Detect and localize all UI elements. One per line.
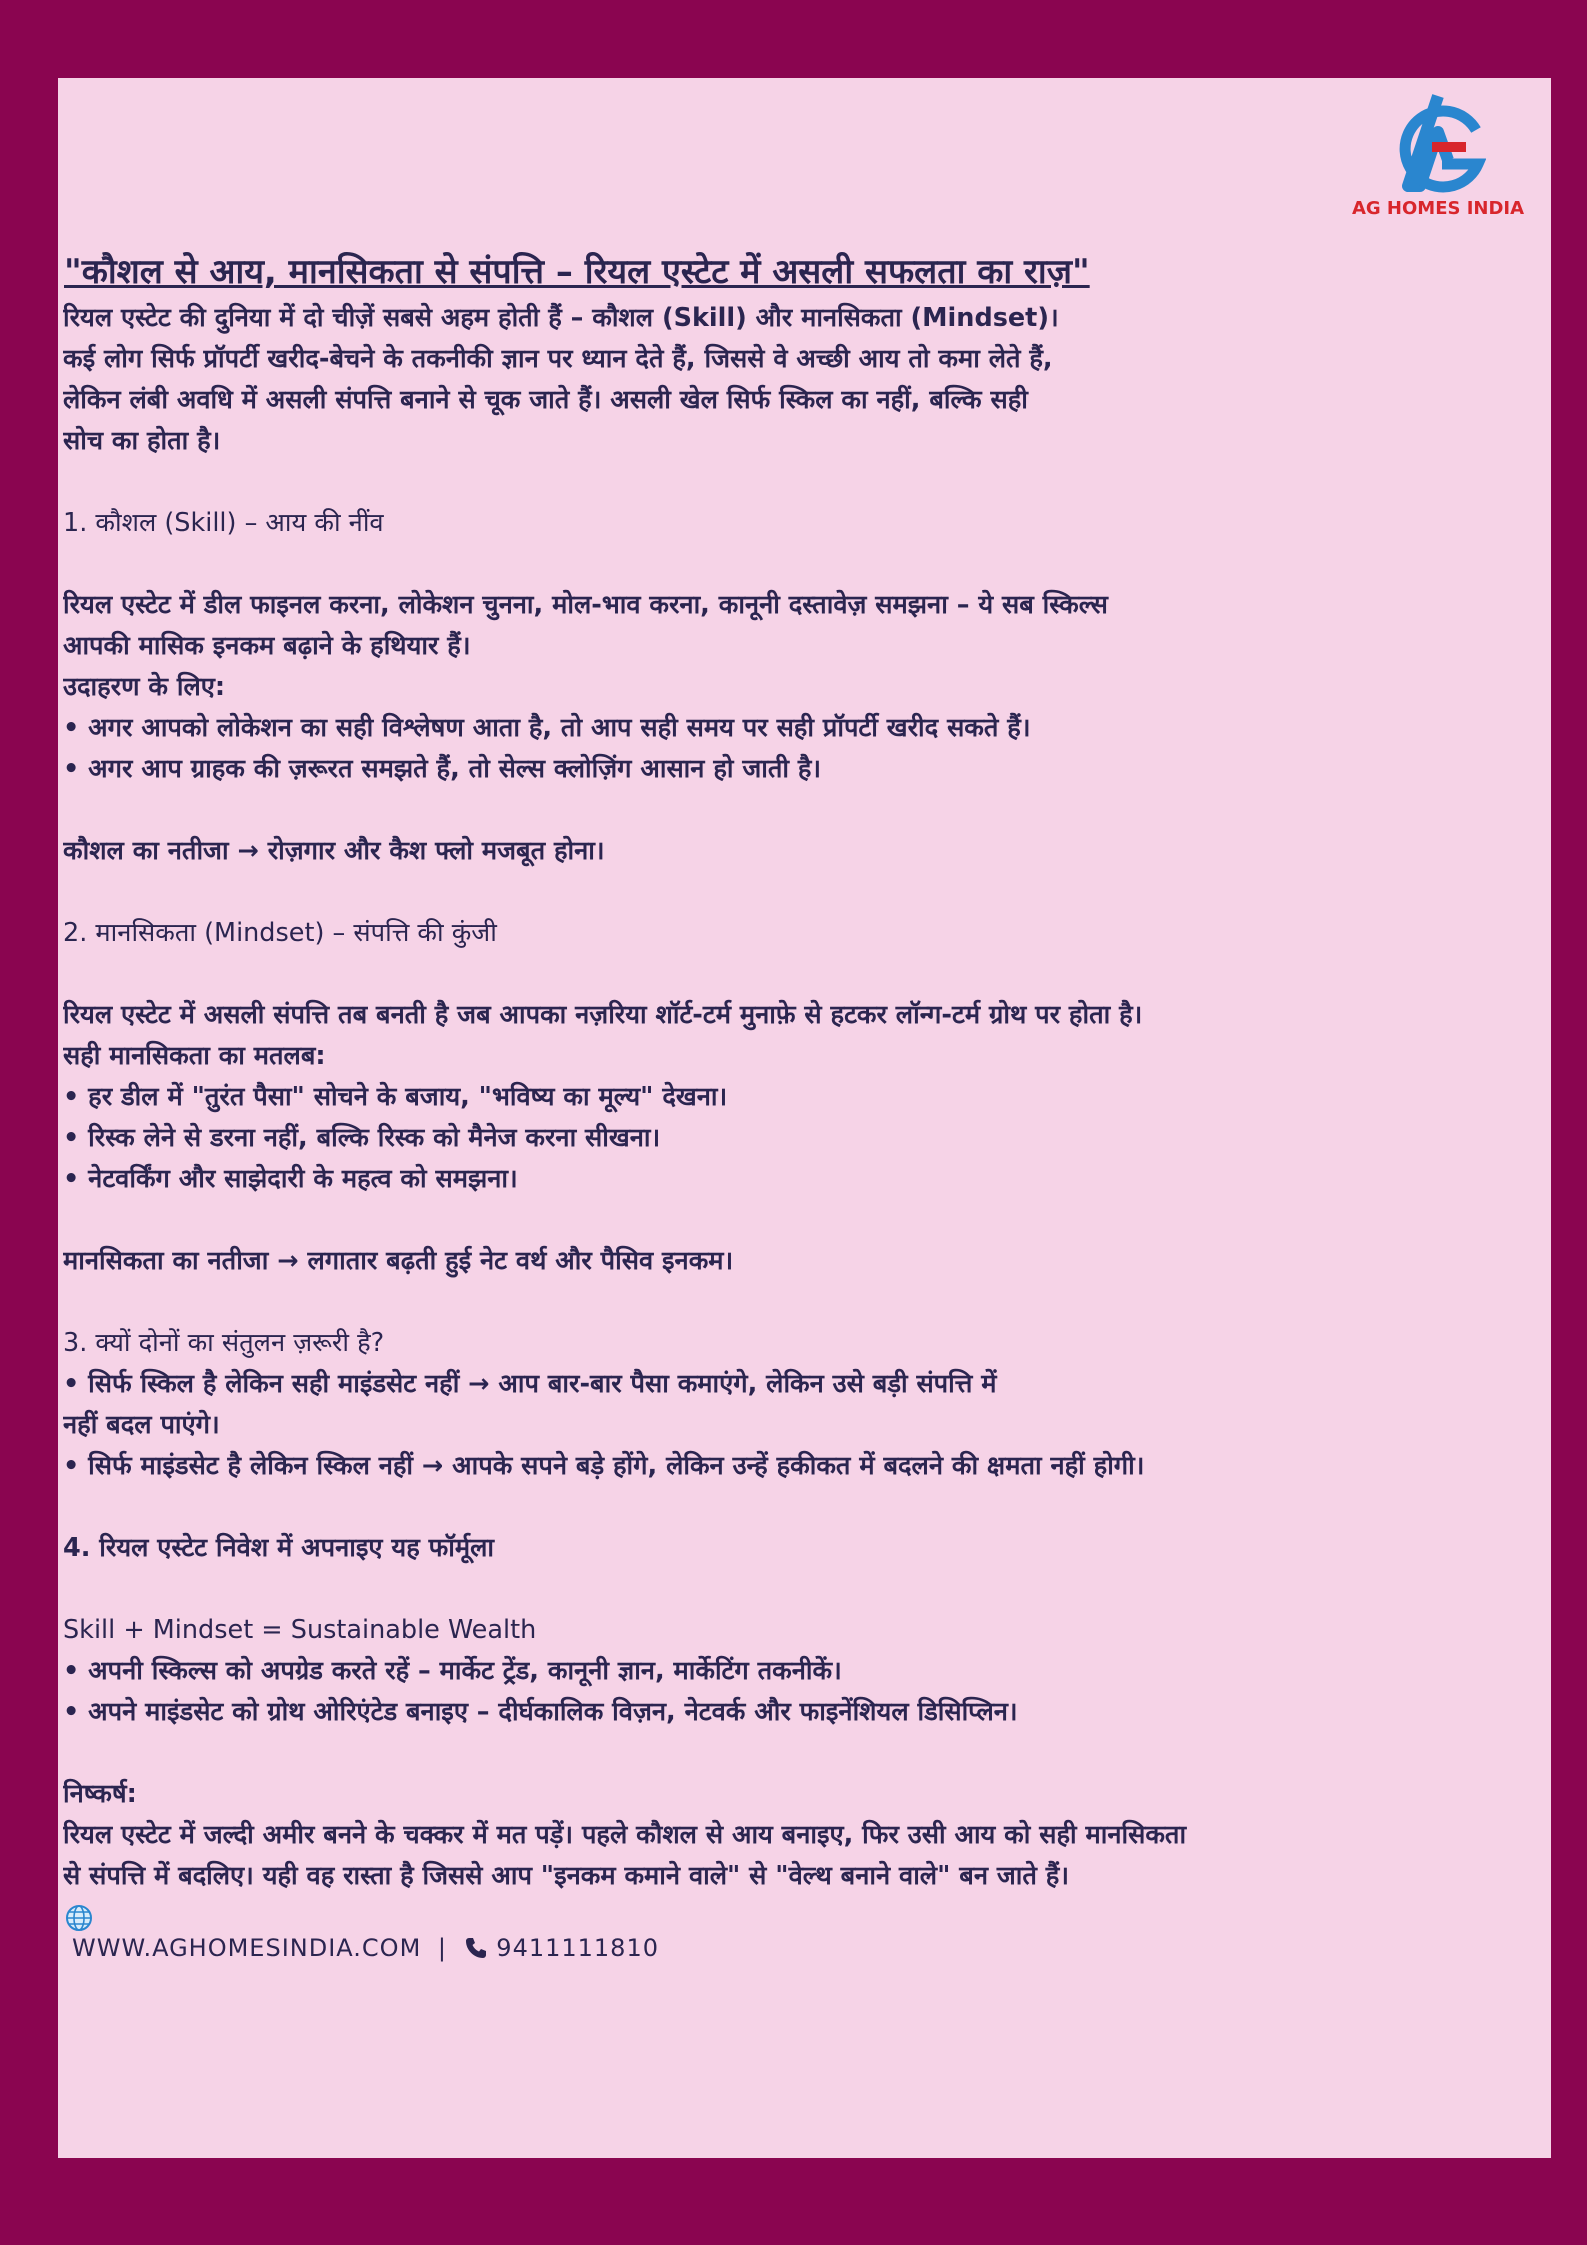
section-3-bullet: • सिर्फ माइंडसेट है लेकिन स्किल नहीं → आपके सपने बड़े होंगे, लेकिन उन्हें हकीकत में बदलने की क्षमता नहीं होगी।	[63, 1451, 1145, 1481]
conclusion-heading: निष्कर्ष:	[63, 1779, 137, 1809]
section-4-heading: 4. रियल एस्टेट निवेश में अपनाइए यह फॉर्मूला	[63, 1533, 495, 1563]
section-3-bullet: • सिर्फ स्किल है लेकिन सही माइंडसेट नहीं → आप बार-बार पैसा कमाएंगे, लेकिन उसे बड़ी संपत्ति में	[63, 1369, 997, 1399]
section-4-bullet: • अपने माइंडसेट को ग्रोथ ओरिएंटेड बनाइए – दीर्घकालिक विज़न, नेटवर्क और फाइनेंशियल डिसिप्लिन।	[63, 1697, 1018, 1727]
conclusion-line: रियल एस्टेट में जल्दी अमीर बनने के चक्कर में मत पड़ें। पहले कौशल से आय बनाइए, फिर उसी आय को सही मानसिकता	[63, 1820, 1187, 1850]
intro-line: रियल एस्टेट की दुनिया में दो चीज़ें सबसे अहम होती हैं – कौशल (Skill) और मानसिकता (Mindset)।	[63, 303, 1059, 333]
phone-number[interactable]: 9411111810	[496, 1934, 659, 1962]
section-1-line: आपकी मासिक इनकम बढ़ाने के हथियार हैं।	[63, 631, 471, 661]
section-1-bullet: • अगर आपको लोकेशन का सही विश्लेषण आता है, तो आप सही समय पर सही प्रॉपर्टी खरीद सकते हैं।	[63, 713, 1031, 743]
footer-separator: |	[437, 1934, 448, 1962]
section-2-bullet: • रिस्क लेने से डरना नहीं, बल्कि रिस्क को मैनेज करना सीखना।	[63, 1123, 661, 1153]
article-body	[63, 298, 1543, 1897]
section-2-line: सही मानसिकता का मतलब:	[63, 1041, 326, 1071]
phone-icon	[464, 1936, 488, 1960]
conclusion-line: से संपत्ति में बदलिए। यही वह रास्ता है जिससे आप "इनकम कमाने वाले" से "वेल्थ बनाने वाले" बन जाते हैं।	[63, 1861, 1069, 1891]
section-4-formula: Skill + Mindset = Sustainable Wealth	[63, 1615, 537, 1645]
section-3-line: नहीं बदल पाएंगे।	[63, 1410, 220, 1440]
company-logo	[1343, 94, 1533, 224]
website-link[interactable]: WWW.AGHOMESINDIA.COM	[72, 1934, 422, 1962]
globe-icon	[64, 1903, 94, 1933]
contact-footer	[72, 1934, 659, 1962]
page-title: "कौशल से आय, मानसिकता से संपत्ति – रियल एस्टेट में असली सफलता का राज़"	[64, 252, 1090, 292]
intro-line: कई लोग सिर्फ प्रॉपर्टी खरीद-बेचने के तकनीकी ज्ञान पर ध्यान देते हैं, जिससे वे अच्छी आय तो कमा लेते हैं,	[63, 344, 1053, 374]
section-4-bullet: • अपनी स्किल्स को अपग्रेड करते रहें – मार्केट ट्रेंड, कानूनी ज्ञान, मार्केटिंग तकनीकें।	[63, 1656, 842, 1686]
section-2-bullet: • हर डील में "तुरंत पैसा" सोचने के बजाय, "भविष्य का मूल्य" देखना।	[63, 1082, 728, 1112]
section-3-heading: 3. क्यों दोनों का संतुलन ज़रूरी है?	[63, 1328, 385, 1358]
section-2-result: मानसिकता का नतीजा → लगातार बढ़ती हुई नेट वर्थ और पैसिव इनकम।	[63, 1246, 734, 1276]
logo-text: AG HOMES INDIA	[1351, 198, 1525, 219]
section-1-heading: 1. कौशल (Skill) – आय की नींव	[63, 508, 384, 538]
intro-line: सोच का होता है।	[63, 426, 221, 456]
intro-line: लेकिन लंबी अवधि में असली संपत्ति बनाने से चूक जाते हैं। असली खेल सिर्फ स्किल का नहीं, बल्कि सही	[63, 385, 1028, 415]
section-1-line: उदाहरण के लिए:	[63, 672, 226, 702]
section-2-line: रियल एस्टेट में असली संपत्ति तब बनती है जब आपका नज़रिया शॉर्ट-टर्म मुनाफ़े से हटकर लॉन्ग-टर्म ग्रोथ पर होता है।	[63, 1000, 1143, 1030]
section-2-bullet: • नेटवर्किंग और साझेदारी के महत्व को समझना।	[63, 1164, 518, 1194]
section-1-result: कौशल का नतीजा → रोज़गार और कैश फ्लो मजबूत होना।	[63, 836, 605, 866]
ag-homes-logo-icon	[1390, 94, 1486, 194]
document-page	[58, 78, 1551, 2158]
section-2-heading: 2. मानसिकता (Mindset) – संपत्ति की कुंजी	[63, 918, 497, 948]
section-1-bullet: • अगर आप ग्राहक की ज़रूरत समझते हैं, तो सेल्स क्लोज़िंग आसान हो जाती है।	[63, 754, 822, 784]
section-1-line: रियल एस्टेट में डील फाइनल करना, लोकेशन चुनना, मोल-भाव करना, कानूनी दस्तावेज़ समझना – ये सब स्किल्स	[63, 590, 1108, 620]
